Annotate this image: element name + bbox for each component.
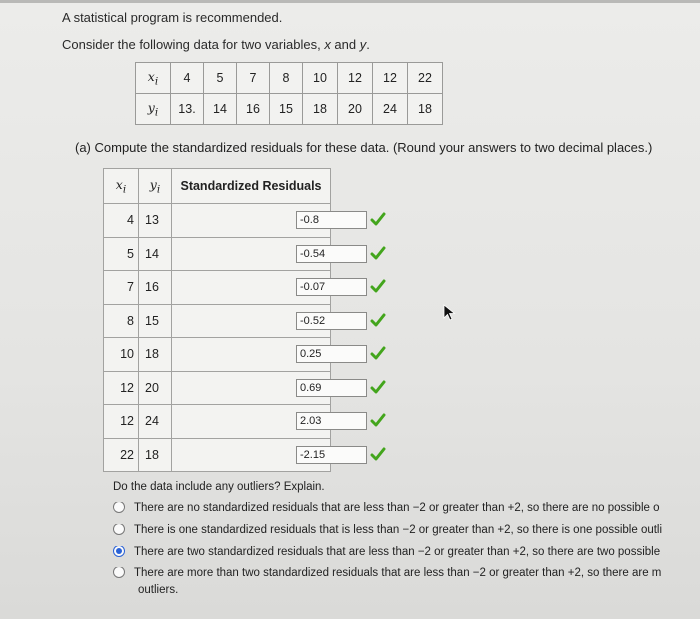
residual-input[interactable]: -0.8: [296, 211, 367, 229]
outlier-option-3[interactable]: [113, 546, 700, 558]
radio-button[interactable]: [113, 502, 125, 513]
row-y-value: 18: [139, 338, 172, 372]
residual-input[interactable]: 0.69: [296, 379, 367, 397]
given-y-cell: 18: [303, 94, 338, 125]
residual-input[interactable]: 0.25: [296, 345, 367, 363]
given-x-row: [136, 63, 443, 94]
correct-check-icon: [370, 379, 386, 395]
given-x-cell: 4: [171, 63, 204, 94]
correct-check-icon: [370, 211, 386, 227]
outlier-option-1[interactable]: [113, 502, 700, 514]
option-label: There are two standardized residuals that are less than −2 or greater than +2, so there are two possible: [134, 546, 661, 558]
residual-input[interactable]: -0.07: [296, 278, 367, 296]
given-x-cell: 22: [408, 63, 443, 94]
col-y-header: $y_i$: [139, 169, 172, 204]
given-y-cell: 14: [204, 94, 237, 125]
row-y-value: 18: [139, 438, 172, 472]
row-x-value: 12: [104, 405, 139, 439]
intro-text: A statistical program is recommended.: [62, 10, 283, 25]
row-residual-cell: [172, 371, 331, 405]
mouse-cursor-icon: [443, 304, 457, 322]
row-x-value: 4: [104, 204, 139, 238]
residual-input[interactable]: 2.03: [296, 412, 367, 430]
row-y-value: 14: [139, 237, 172, 271]
top-border: [0, 0, 700, 3]
prompt-text: Consider the following data for two variables, x and y.: [62, 37, 370, 52]
radio-button[interactable]: [113, 567, 125, 578]
residual-row: [104, 371, 331, 405]
residual-row: [104, 338, 331, 372]
given-y-cell: 13.: [171, 94, 204, 125]
var-y: y: [359, 37, 367, 52]
residual-row: [104, 304, 331, 338]
y-header: $y_i$: [136, 94, 171, 125]
row-y-value: 13: [139, 204, 172, 238]
outlier-question: Do the data include any outliers? Explain.: [113, 481, 325, 493]
row-y-value: 15: [139, 304, 172, 338]
x-header: $x_i$: [136, 63, 171, 94]
given-x-cell: 7: [237, 63, 270, 94]
row-residual-cell: [172, 338, 331, 372]
residual-row: [104, 405, 331, 439]
outlier-option-4[interactable]: [113, 567, 700, 579]
residuals-table: [103, 168, 331, 472]
correct-check-icon: [370, 345, 386, 361]
row-residual-cell: [172, 405, 331, 439]
residual-row: [104, 204, 331, 238]
given-data-table: [135, 62, 443, 125]
var-x: x: [324, 37, 331, 52]
option-label: There is one standardized residuals that is less than −2 or greater than +2, so there is one possible outli: [134, 524, 663, 536]
given-y-row: [136, 94, 443, 125]
residual-row: [104, 237, 331, 271]
given-x-cell: 12: [338, 63, 373, 94]
row-x-value: 10: [104, 338, 139, 372]
given-x-cell: 10: [303, 63, 338, 94]
residual-row: [104, 438, 331, 472]
correct-check-icon: [370, 245, 386, 261]
row-y-value: 20: [139, 371, 172, 405]
given-y-cell: 18: [408, 94, 443, 125]
correct-check-icon: [370, 278, 386, 294]
given-y-cell: 16: [237, 94, 270, 125]
row-residual-cell: [172, 237, 331, 271]
row-x-value: 5: [104, 237, 139, 271]
col-residual-header: Standardized Residuals: [172, 169, 331, 204]
option-label: There are no standardized residuals that are less than −2 or greater than +2, so there are no possible o: [134, 502, 660, 514]
part-a-instructions: (a) Compute the standardized residuals for these data. (Round your answers to two decimal places.): [75, 140, 653, 155]
row-x-value: 12: [104, 371, 139, 405]
residual-input[interactable]: -2.15: [296, 446, 367, 464]
given-y-cell: 24: [373, 94, 408, 125]
residuals-header-row: [104, 169, 331, 204]
outlier-option-2[interactable]: [113, 524, 700, 536]
option-4-continuation: outliers.: [138, 584, 179, 596]
radio-button[interactable]: [113, 546, 125, 557]
radio-button[interactable]: [113, 524, 125, 535]
residual-input[interactable]: -0.54: [296, 245, 367, 263]
given-y-cell: 15: [270, 94, 303, 125]
correct-check-icon: [370, 312, 386, 328]
option-label: There are more than two standardized residuals that are less than −2 or greater than +2, so there are m: [134, 567, 662, 579]
correct-check-icon: [370, 446, 386, 462]
row-residual-cell: [172, 204, 331, 238]
row-residual-cell: [172, 438, 331, 472]
row-x-value: 8: [104, 304, 139, 338]
row-residual-cell: [172, 304, 331, 338]
col-x-header: $x_i$: [104, 169, 139, 204]
given-x-cell: 5: [204, 63, 237, 94]
row-y-value: 16: [139, 271, 172, 305]
residual-row: [104, 271, 331, 305]
given-x-cell: 12: [373, 63, 408, 94]
row-x-value: 22: [104, 438, 139, 472]
given-x-cell: 8: [270, 63, 303, 94]
correct-check-icon: [370, 412, 386, 428]
given-y-cell: 20: [338, 94, 373, 125]
row-x-value: 7: [104, 271, 139, 305]
row-y-value: 24: [139, 405, 172, 439]
residual-input[interactable]: -0.52: [296, 312, 367, 330]
row-residual-cell: [172, 271, 331, 305]
